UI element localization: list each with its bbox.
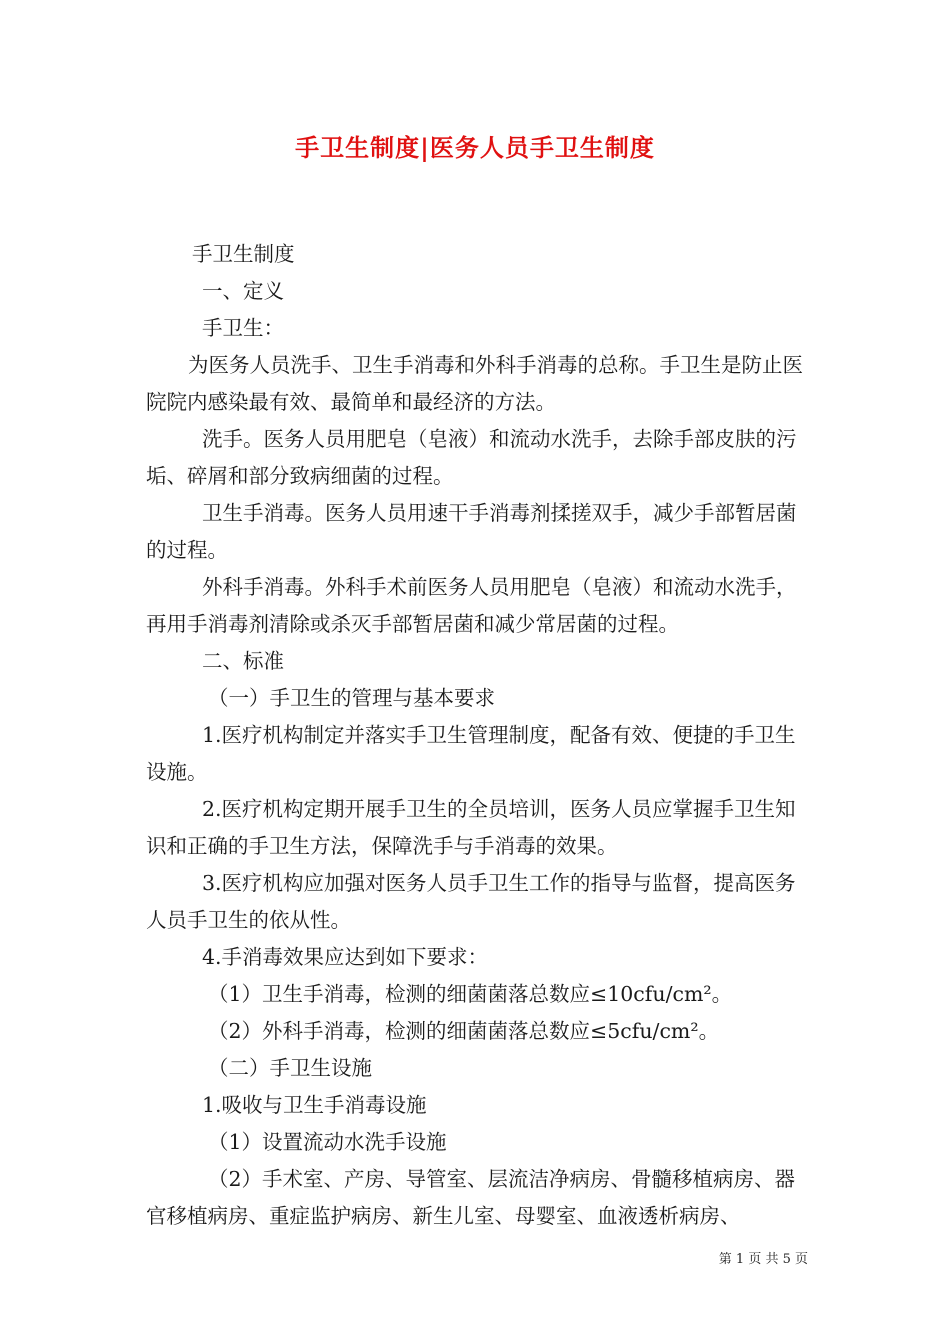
page-number: 第 1 页 共 5 页 xyxy=(718,1252,808,1267)
paragraph: 1.医疗机构制定并落实手卫生管理制度，配备有效、便捷的手卫生设施。 xyxy=(146,723,796,784)
paragraph: （2）外科手消毒，检测的细菌菌落总数应≤5cfu/cm²。 xyxy=(208,1019,720,1043)
paragraph: 为医务人员洗手、卫生手消毒和外科手消毒的总称。手卫生是防止医院院内感染最有效、最简单和最经济的方法。 xyxy=(146,353,803,414)
paragraph: 2.医疗机构定期开展手卫生的全员培训，医务人员应掌握手卫生知识和正确的手卫生方法，保障洗手与手消毒的效果。 xyxy=(146,797,796,858)
document-body xyxy=(146,236,811,1235)
paragraph: 3.医疗机构应加强对医务人员手卫生工作的指导与监督，提高医务人员手卫生的依从性。 xyxy=(146,871,796,932)
paragraph: （1）设置流动水洗手设施 xyxy=(208,1130,447,1154)
paragraph: 1.吸收与卫生手消毒设施 xyxy=(202,1093,427,1117)
paragraph: 一、定义 xyxy=(202,279,284,303)
paragraph: （二）手卫生设施 xyxy=(208,1056,372,1080)
paragraph: （一）手卫生的管理与基本要求 xyxy=(208,686,495,710)
paragraph: 4.手消毒效果应达到如下要求： xyxy=(202,945,489,969)
paragraph: 手卫生： xyxy=(202,316,284,340)
paragraph: （1）卫生手消毒，检测的细菌菌落总数应≤10cfu/cm²。 xyxy=(208,982,733,1006)
paragraph: （2）手术室、产房、导管室、层流洁净病房、骨髓移植病房、器官移植病房、重症监护病房、新生儿室、母婴室、血液透析病房、 xyxy=(146,1167,796,1228)
paragraph: 外科手消毒。外科手术前医务人员用肥皂（皂液）和流动水洗手，再用手消毒剂清除或杀灭手部暂居菌和减少常居菌的过程。 xyxy=(146,575,797,636)
paragraph: 手卫生制度 xyxy=(192,242,295,266)
paragraph: 洗手。医务人员用肥皂（皂液）和流动水洗手，去除手部皮肤的污垢、碎屑和部分致病细菌的过程。 xyxy=(146,427,797,488)
paragraph: 卫生手消毒。医务人员用速干手消毒剂揉搓双手，减少手部暂居菌的过程。 xyxy=(146,501,797,562)
document-title: 手卫生制度|医务人员手卫生制度 xyxy=(295,133,655,162)
paragraph: 二、标准 xyxy=(202,649,284,673)
